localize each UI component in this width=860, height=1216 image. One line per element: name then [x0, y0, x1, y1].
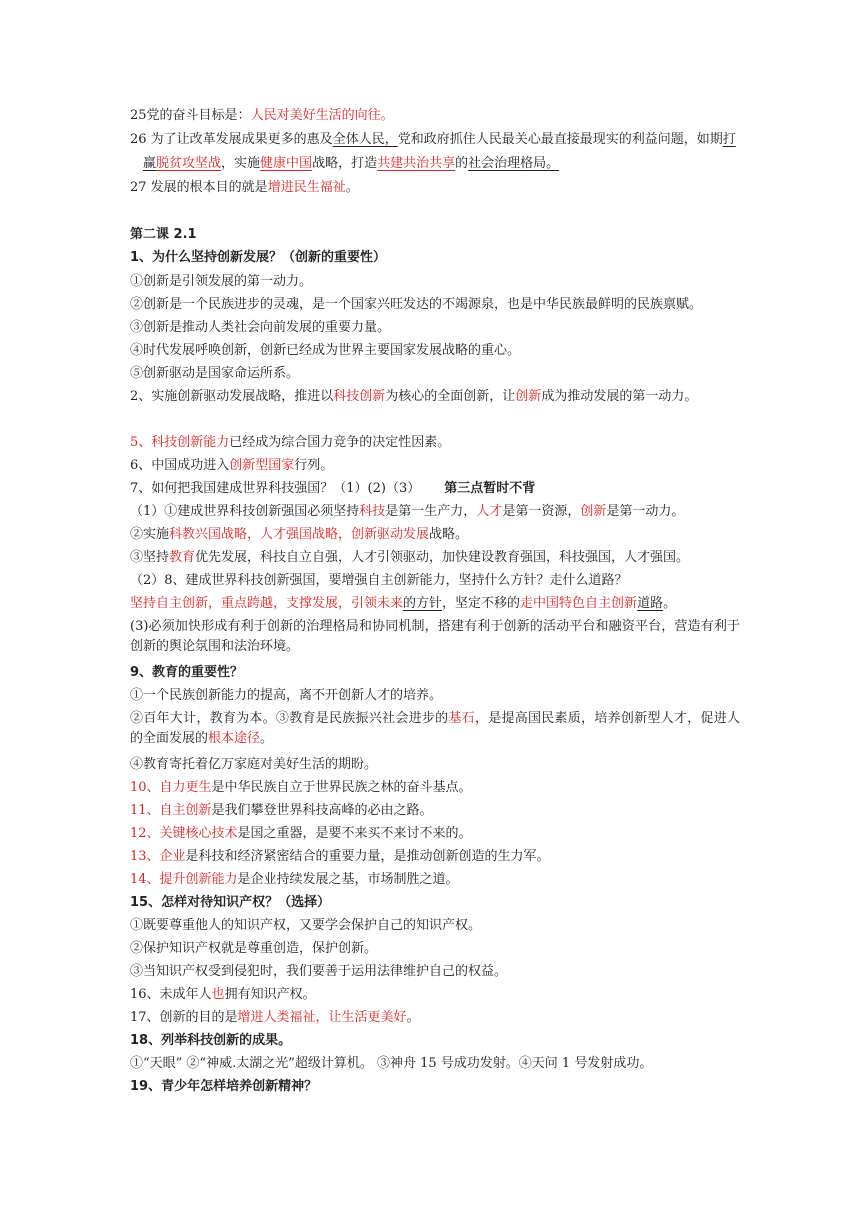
answer-7-3: ③坚持教育优先发展，科技自立自强，人才引领驱动，加快建设教育强国，科技强国，人才强国。	[130, 550, 690, 565]
question-16: 16、未成年人也拥有知识产权。	[130, 987, 316, 1002]
answer-7-1: （1）①建成世界科技创新强国必须坚持科技是第一生产力，人才是第一资源，创新是第一动力。	[130, 504, 685, 519]
edu-point-1: ①一个民族创新能力的提高，离不开创新人才的培养。	[130, 688, 443, 703]
line-27: 27 发展的根本目的就是增进民生福祉。	[130, 180, 359, 195]
question-13: 13、企业是科技和经济紧密结合的重要力量，是推动创新创造的生力军。	[130, 849, 550, 864]
point-5: ⑤创新驱动是国家命运所系。	[130, 366, 300, 381]
question-10: 10、自力更生是中华民族自立于世界民族之林的奋斗基点。	[130, 780, 472, 795]
point-3: ③创新是推动人类社会向前发展的重要力量。	[130, 320, 391, 335]
ip-point-1: ①既要尊重他人的知识产权，又要学会保护自己的知识产权。	[130, 918, 482, 933]
line-26: 26 为了让改革发展成果更多的惠及全体人民，党和政府抓住人民最关心最直接最现实的利益问题，如期打	[130, 132, 736, 147]
point-4: ④时代发展呼唤创新，创新已经成为世界主要国家发展战略的重心。	[130, 343, 521, 358]
question-17: 17、创新的目的是增进人类福祉，让生活更美好。	[130, 1010, 420, 1025]
edu-point-4: ④教育寄托着亿万家庭对美好生活的期盼。	[130, 757, 378, 772]
line-26-cont: 赢脱贫攻坚战，实施健康中国战略，打造共建共治共享的社会治理格局。	[143, 156, 560, 171]
answer-7-3b: (3)必须加快形成有利于创新的治理格局和协同机制，搭建有利于创新的活动平台和融资平台，营造有利于创新的舆论氛围和法治环境。	[130, 619, 740, 654]
question-6: 6、中国成功进入创新型国家行列。	[130, 458, 334, 473]
ip-point-2: ②保护知识产权就是尊重创造，保护创新。	[130, 941, 378, 956]
question-12: 12、关键核心技术是国之重器，是要不来买不来讨不来的。	[130, 826, 472, 841]
question-5: 5、科技创新能力已经成为综合国力竞争的决定性因素。	[130, 435, 451, 450]
point-1: ①创新是引领发展的第一动力。	[130, 274, 313, 289]
edu-point-2: ②百年大计，教育为本。③教育是民族振兴社会进步的基石，是提高国民素质，培养创新型人才，促进人的全面发展的根本途径。	[130, 711, 740, 746]
question-19: 19、青少年怎样培养创新精神？	[130, 1079, 318, 1094]
answer-18: ①“天眼” ②“神威.太湖之光”超级计算机。 ③神舟 15 号成功发射。④天问 1 号发射成功。	[130, 1056, 653, 1071]
question-7: 7、如何把我国建成世界科技强国？（1）(2)（3） 第三点暂时不背	[130, 481, 536, 496]
question-1: 1、为什么坚持创新发展？（创新的重要性）	[130, 250, 387, 265]
question-8: （2）8、建成世界科技创新强国，要增强自主创新能力，坚持什么方针？走什么道路？	[130, 573, 628, 588]
question-2: 2、实施创新驱动发展战略，推进以科技创新为核心的全面创新，让创新成为推动发展的第一动力。	[130, 389, 698, 404]
question-9: 9、教育的重要性？	[130, 665, 244, 680]
lesson-title: 第二课 2.1	[130, 227, 197, 242]
question-15: 15、怎样对待知识产权？（选择）	[130, 895, 331, 910]
answer-8: 坚持自主创新，重点跨越，支撑发展，引领未来的方针，坚定不移的走中国特色自主创新道路。	[130, 596, 677, 611]
question-14: 14、提升创新能力是企业持续发展之基，市场制胜之道。	[130, 872, 459, 887]
answer-7-2: ②实施科教兴国战略，人才强国战略，创新驱动发展战略。	[130, 527, 469, 542]
question-18: 18、列举科技创新的成果。	[130, 1033, 292, 1048]
ip-point-3: ③当知识产权受到侵犯时，我们要善于运用法律维护自己的权益。	[130, 964, 508, 979]
line-25: 25党的奋斗目标是：人民对美好生活的向往。	[130, 108, 394, 123]
point-2: ②创新是一个民族进步的灵魂，是一个国家兴旺发达的不竭源泉，也是中华民族最鲜明的民族禀赋。	[130, 297, 703, 312]
question-11: 11、自主创新是我们攀登世界科技高峰的必由之路。	[130, 803, 433, 818]
